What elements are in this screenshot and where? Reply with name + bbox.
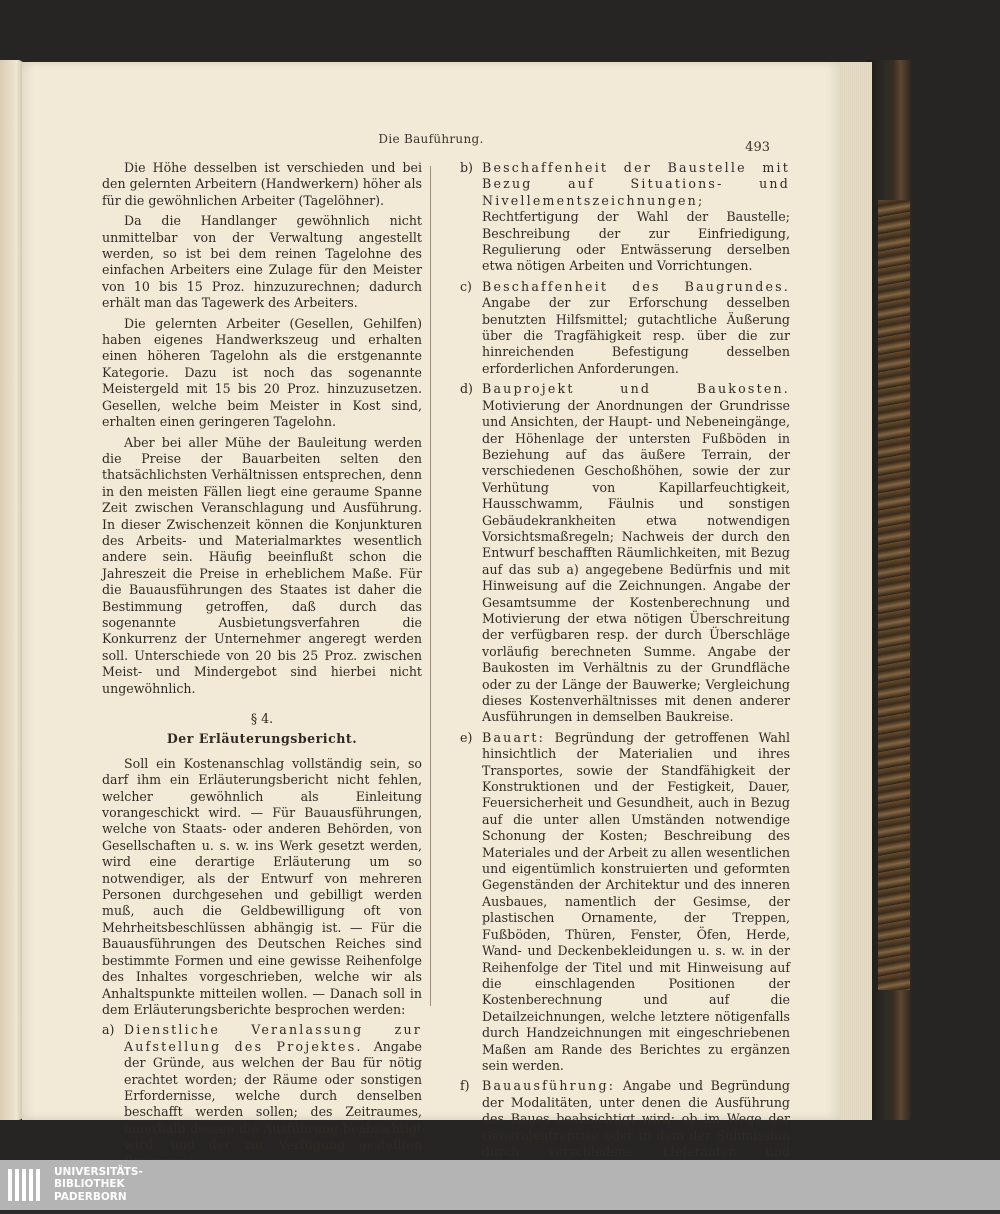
- item-heading: Dienstliche Veranlassung zur Aufstellung des Projektes.: [124, 1022, 422, 1054]
- item-text: Begründung der getroffenen Wahl hinsichtlich der Materialien und ihres Transportes, sowie der Standfähigkeit der Konstruktionen und der Festigkeit, Dauer, Feuersicherheit und Gesundheit, auch in Bezug auf die unter allen Umständen notwendige Schonung der Kosten; Beschreibung des Materiales und der Arbeit zu allen wesentlichen und eigentümlich konstruierten und geformten Gegenständen der Architektur und des inneren Ausbaues, namentlich der Gesimse, der plastischen Ornamente, der Treppen, Fußböden, Thüren, Fenster, Öfen, Herde, Wand- und Deckenbekleidungen u. s. w. in der Reihenfolge der Titel und mit Hinweisung auf die einschlagenden Positionen der Kostenberechnung und auf die Detailzeichnungen, welche letztere nötigenfalls durch Handzeichnungen mit eingeschriebenen Maßen am Rande des Berichtes zu ergänzen sein werden.: [482, 729, 790, 1073]
- paragraph: Da die Handlanger gewöhnlich nicht unmittelbar von der Verwaltung angestellt werden, so ist bei dem reinen Tagelohne des einfachen Arbeiters eine Zulage für den Meister von 10 bis 15 Proz. hinzuzurechnen; dadurch erhält man das Tagewerk des Arbeiters.: [102, 213, 422, 311]
- item-text: Angabe der Gründe, aus welchen der Bau für nötig erachtet worden; der Räume oder sonstigen Erfordernisse, welche durch denselben beschafft werden sollen; des Zeitraumes, innerhalb dessen die Ausführung beabsichtigt wird, und der zur Verfügung gestellten: [124, 1038, 422, 1153]
- library-name: [54, 1166, 143, 1203]
- marbled-cover: [878, 200, 910, 990]
- list-marker: d): [460, 381, 473, 397]
- book-page: [22, 62, 840, 1159]
- item-heading: Bauprojekt und Baukosten.: [482, 381, 790, 397]
- page-stack: [838, 62, 872, 1120]
- list-marker: b): [460, 160, 473, 175]
- list-marker: a): [102, 1022, 115, 1038]
- library-footer: [0, 1160, 1000, 1210]
- item-heading: Bauausführung:: [482, 1078, 616, 1094]
- list-item: [460, 730, 790, 1075]
- left-page-edge: [0, 60, 24, 1120]
- library-name-line: UNIVERSITÄTS-: [54, 1166, 143, 1178]
- library-logo-icon: [8, 1169, 46, 1201]
- item-text: Motivierung der Anordnungen der Grundrisse und Ansichten, der Haupt- und Nebeneingänge, der Höhenlage der untersten Fußböden in Beziehung auf das äußere Terrain, der verschiedenen Geschoßhöhen, sowie der zur Verhütung von Kapillarfeuchtigkeit, Hausschwamm, Fäulnis und sonstigen Gebäudekrankheiten etwa notwendigen Vorsichtsmaßregeln; Nachweis der durch den Entwurf beschafften Räumlichkeiten, mit Bezug auf das sub a) angegebene Bedürfnis und mit Hinweisung auf die Zeichnungen. Angabe der Gesamtsumme der Kostenberechnung und Motivierung der etwa nötigen Überschreitung der verfügbaren resp. der durch Überschläge vorläufig berechneten Summe. Angabe der Baukosten im Verhältnis zu der Grundfläche oder zu der Länge der Bauwerke; Vergleichung dieses Kostenverhältnisses mit denen anderer Ausführungen in demselben Baukreise.: [482, 397, 790, 725]
- list-item: [460, 381, 790, 726]
- list-item: [460, 279, 790, 377]
- left-column: [102, 160, 422, 1174]
- library-name-line: BIBLIOTHEK: [54, 1178, 125, 1191]
- list-item: [460, 160, 790, 275]
- paragraph: Die gelernten Arbeiter (Gesellen, Gehilfen) haben eigenes Handwerkszeug und erhalten einen höheren Tagelohn als die erstgenannte Kategorie. Dazu ist noch das sogenannte Meistergeld mit 15 bis 20 Proz. hinzuzusetzen. Gesellen, welche beim Meister in Kost sind, erhalten einen geringeren Tagelohn.: [102, 315, 422, 430]
- list-marker: e): [460, 729, 473, 745]
- right-column: [460, 160, 790, 1214]
- section-title: Der Erläuterungsbericht.: [166, 731, 358, 747]
- item-text: Angabe und Begründung der Modalitäten, unter denen die Ausführung des Baues beabsichtigt wird: ob im Wege der Generalentreprise oder in dem der Submission durch verschiedene Lieferanten und: [482, 1078, 790, 1159]
- running-head: Die Bauführung.: [378, 132, 484, 146]
- item-text: Angabe der zur Erforschung desselben benutzten Hilfsmittel; gutachtliche Äußerung über die Tragfähigkeit resp. über die zur hinreichenden Befestigung desselben erforderlichen Anforderungen.: [482, 295, 790, 376]
- column-rule: [430, 166, 431, 1006]
- item-heading: Bauart:: [482, 729, 546, 745]
- library-name-line: PADERBORN: [54, 1190, 127, 1203]
- paragraph: Die Höhe desselben ist verschieden und bei den gelernten Arbeitern (Handwerkern) höher als für die gewöhnlichen Arbeiter (Tagelöhner).: [102, 160, 422, 208]
- paragraph: Aber bei aller Mühe der Bauleitung werden die Preise der Bauarbeiten selten den thatsächlichsten Verhältnissen entsprechen, denn in den meisten Fällen liegt eine geraume Spanne Zeit zwischen Veranschlagung und Ausführung. In dieser Zwischenzeit können die Konjunkturen des Arbeits- und Materialmarktes wesentlich andere sein. Häufig beeinflußt schon die Jahreszeit die Preise in erheblichem Maße. Für die Bauausführungen des Staates ist daher die Bestimmung getroffen, daß durch das sogenannte Ausbietungsverfahren die Konkurrenz der Unternehmer angeregt werden soll. Unterschiede von 20 bis 25 Proz. zwischen Meist- und Mindergebot sind hierbei nicht ungewöhnlich.: [102, 434, 422, 696]
- list-item: [102, 1022, 422, 1170]
- list-marker: c): [460, 278, 472, 294]
- item-heading: Beschaffenheit der Baustelle mit Bezug auf Situations- und Nivellementszeichnungen;: [482, 160, 790, 208]
- list-marker: f): [460, 1078, 470, 1094]
- item-heading: Beschaffenheit des Baugrundes.: [482, 278, 790, 294]
- page-number: 493: [745, 140, 770, 155]
- item-text: Rechtfertigung der Wahl der Baustelle; Beschreibung der zur Einfriedigung, Regulierung oder Entwässerung derselben etwa nötigen Arbeiten und Vorrichtungen.: [482, 209, 790, 274]
- section-number: § 4.: [250, 711, 274, 726]
- paragraph: Soll ein Kostenanschlag vollständig sein, so darf ihm ein Erläuterungsbericht nicht fehlen, welcher gewöhnlich als Einleitung vorangeschickt wird. — Für Bauausführungen, welche von Staats- oder anderen Behörden, von Gesellschaften u. s. w. ins Werk gesetzt werden, wird eine derartige Erläuterung um so notwendiger, als der Entwurf von mehreren Personen durchgesehen und gebilligt werden muß, auch die Geldbewilligung oft von Mehrheitsbeschlüssen abhängig ist. — Für die Bauausführungen des Deutschen Reiches sind bestimmte Formen und eine gewisse Reihenfolge des Inhaltes vorgeschrieben, welche wir als Anhaltspunkte mitteilen wollen. — Danach soll in dem Erläuterungsberichte besprochen werden:: [102, 755, 422, 1017]
